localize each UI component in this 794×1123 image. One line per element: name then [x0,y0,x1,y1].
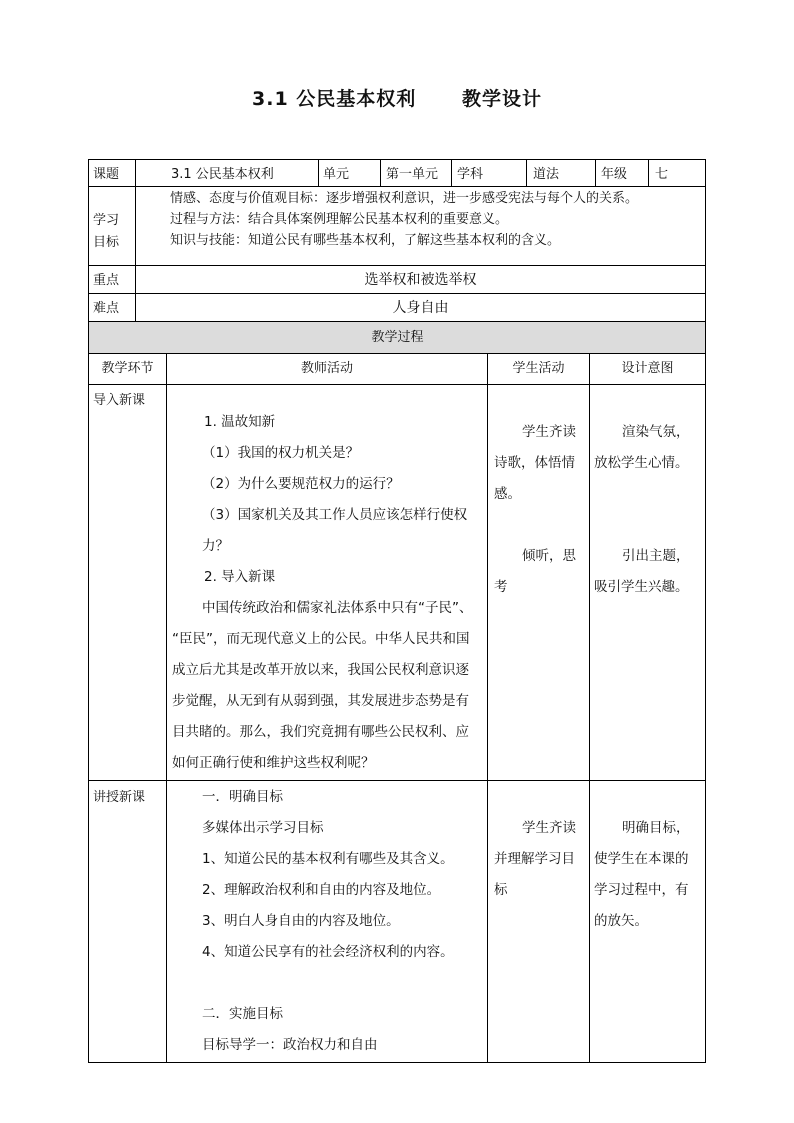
intent-line: 的放矢。 [594,913,648,929]
teacher-line: 步觉醒，从无到有从弱到强，其发展进步态势是有 [172,693,469,709]
table-border [526,159,527,186]
intent-line: 使学生在本课的 [594,851,689,867]
teacher-line: 如何正确行使和维护这些权利呢？ [172,755,375,771]
stage-new-lesson: 讲授新课 [93,790,146,805]
table-border [595,159,596,186]
discipline-value: 道法 [533,167,560,182]
difficult-point-text: 人身自由 [392,300,449,316]
table-border [88,159,706,160]
goal-line: 过程与方法：结合具体案例理解公民基本权利的重要意义。 [170,212,509,227]
student-activity-new-lesson [494,813,588,906]
teacher-line: 二．实施目标 [202,1006,283,1022]
teacher-line: 4、知道公民享有的社会经济权利的内容。 [202,944,454,960]
teacher-line: 目标导学一：政治权力和自由 [202,1037,378,1053]
table-border [380,159,381,186]
table-border [135,159,136,321]
intent-line: 吸引学生兴趣。 [594,579,689,595]
intent-line: 放松学生心情。 [594,455,689,471]
table-border [88,293,706,294]
column-header-intent: 设计意图 [621,361,674,376]
column-header-teacher: 教师活动 [300,361,353,376]
table-border [589,353,590,1062]
teacher-activity-new-lesson [172,782,484,1061]
teacher-line: （2）为什么要规范权力的运行？ [202,476,400,492]
table-border [451,159,452,186]
table-border [88,159,89,1062]
intent-line [594,510,704,541]
key-point-text: 选举权和被选举权 [364,272,477,288]
table-border [88,186,706,187]
table-border [88,321,706,322]
teacher-line: “臣民”，而无现代意义上的公民。中华人民共和国 [172,631,470,647]
teacher-line: 目共睹的。那么，我们究竟拥有哪些公民权利、应 [172,724,469,740]
table-border [487,353,488,1062]
grade-label: 年级 [601,167,628,182]
intent-line: 渲染气氛， [622,424,690,440]
grade-value: 七 [655,167,669,182]
student-line: 标 [494,882,508,898]
table-border [88,780,706,781]
intent-line: 明确目标， [622,820,690,836]
key-point-label: 重点 [93,273,120,288]
student-line: 感。 [494,486,521,502]
design-intent-new-lesson [594,813,704,937]
discipline-label: 学科 [457,167,484,182]
teacher-line: 2、理解政治权利和自由的内容及地位。 [202,882,441,898]
student-line: 诗歌，体悟情 [494,455,575,471]
goals-text [170,190,702,253]
teacher-line: 成立后尤其是改革开放以来，我国公民权利意识逐 [172,662,469,678]
intent-line: 引出主题， [622,548,690,564]
column-header-student: 学生活动 [512,361,565,376]
teacher-line: 1. 温故知新 [204,414,276,430]
teacher-line: 多媒体出示学习目标 [202,820,324,836]
student-line: 倾听，思 [522,548,576,564]
student-activity-intro [494,417,588,603]
intent-line: 学习过程中，有 [594,882,689,898]
student-line: 考 [494,579,508,595]
teacher-line: 力？ [202,538,229,554]
stage-intro: 导入新课 [93,393,146,408]
difficult-point-label: 难点 [93,301,120,316]
page-title: 3.1 公民基本权利 教学设计 [252,88,542,110]
teacher-line: 一．明确目标 [202,789,283,805]
column-header-stage: 教学环节 [101,361,154,376]
subject-label: 课题 [93,167,120,182]
table-border [88,1062,706,1063]
teacher-activity-intro [172,407,484,779]
subject-value: 3.1 公民基本权利 [171,167,274,182]
table-border [166,353,167,1062]
table-border [88,353,706,354]
goals-label: 学习 目标 [93,213,120,250]
teacher-line: 1、知道公民的基本权利有哪些及其含义。 [202,851,454,867]
teacher-line: （1）我国的权力机关是？ [202,445,360,461]
intent-line [594,479,704,510]
table-border [318,159,319,186]
goal-line: 情感、态度与价值观目标：逐步增强权利意识，进一步感受宪法与每个人的关系。 [170,191,639,206]
student-line: 学生齐读 [522,820,576,836]
goal-line: 知识与技能：知道公民有哪些基本权利，了解这些基本权利的含义。 [170,233,561,248]
table-border [88,265,706,266]
teacher-line: （3）国家机关及其工作人员应该怎样行使权 [202,507,468,523]
unit-value: 第一单元 [386,167,439,182]
design-intent-intro [594,417,704,603]
teacher-line: 中国传统政治和儒家礼法体系中只有“子民”、 [202,600,473,616]
teacher-line: 2. 导入新课 [204,569,276,585]
student-line: 学生齐读 [522,424,576,440]
teacher-line [172,968,484,999]
student-line [494,510,588,541]
teacher-line: 3、明白人身自由的内容及地位。 [202,913,400,929]
process-header: 教学过程 [371,330,424,345]
table-border [648,159,649,186]
table-border [705,159,706,1062]
unit-label: 单元 [323,167,350,182]
table-border [88,384,706,385]
student-line: 并理解学习目 [494,851,575,867]
